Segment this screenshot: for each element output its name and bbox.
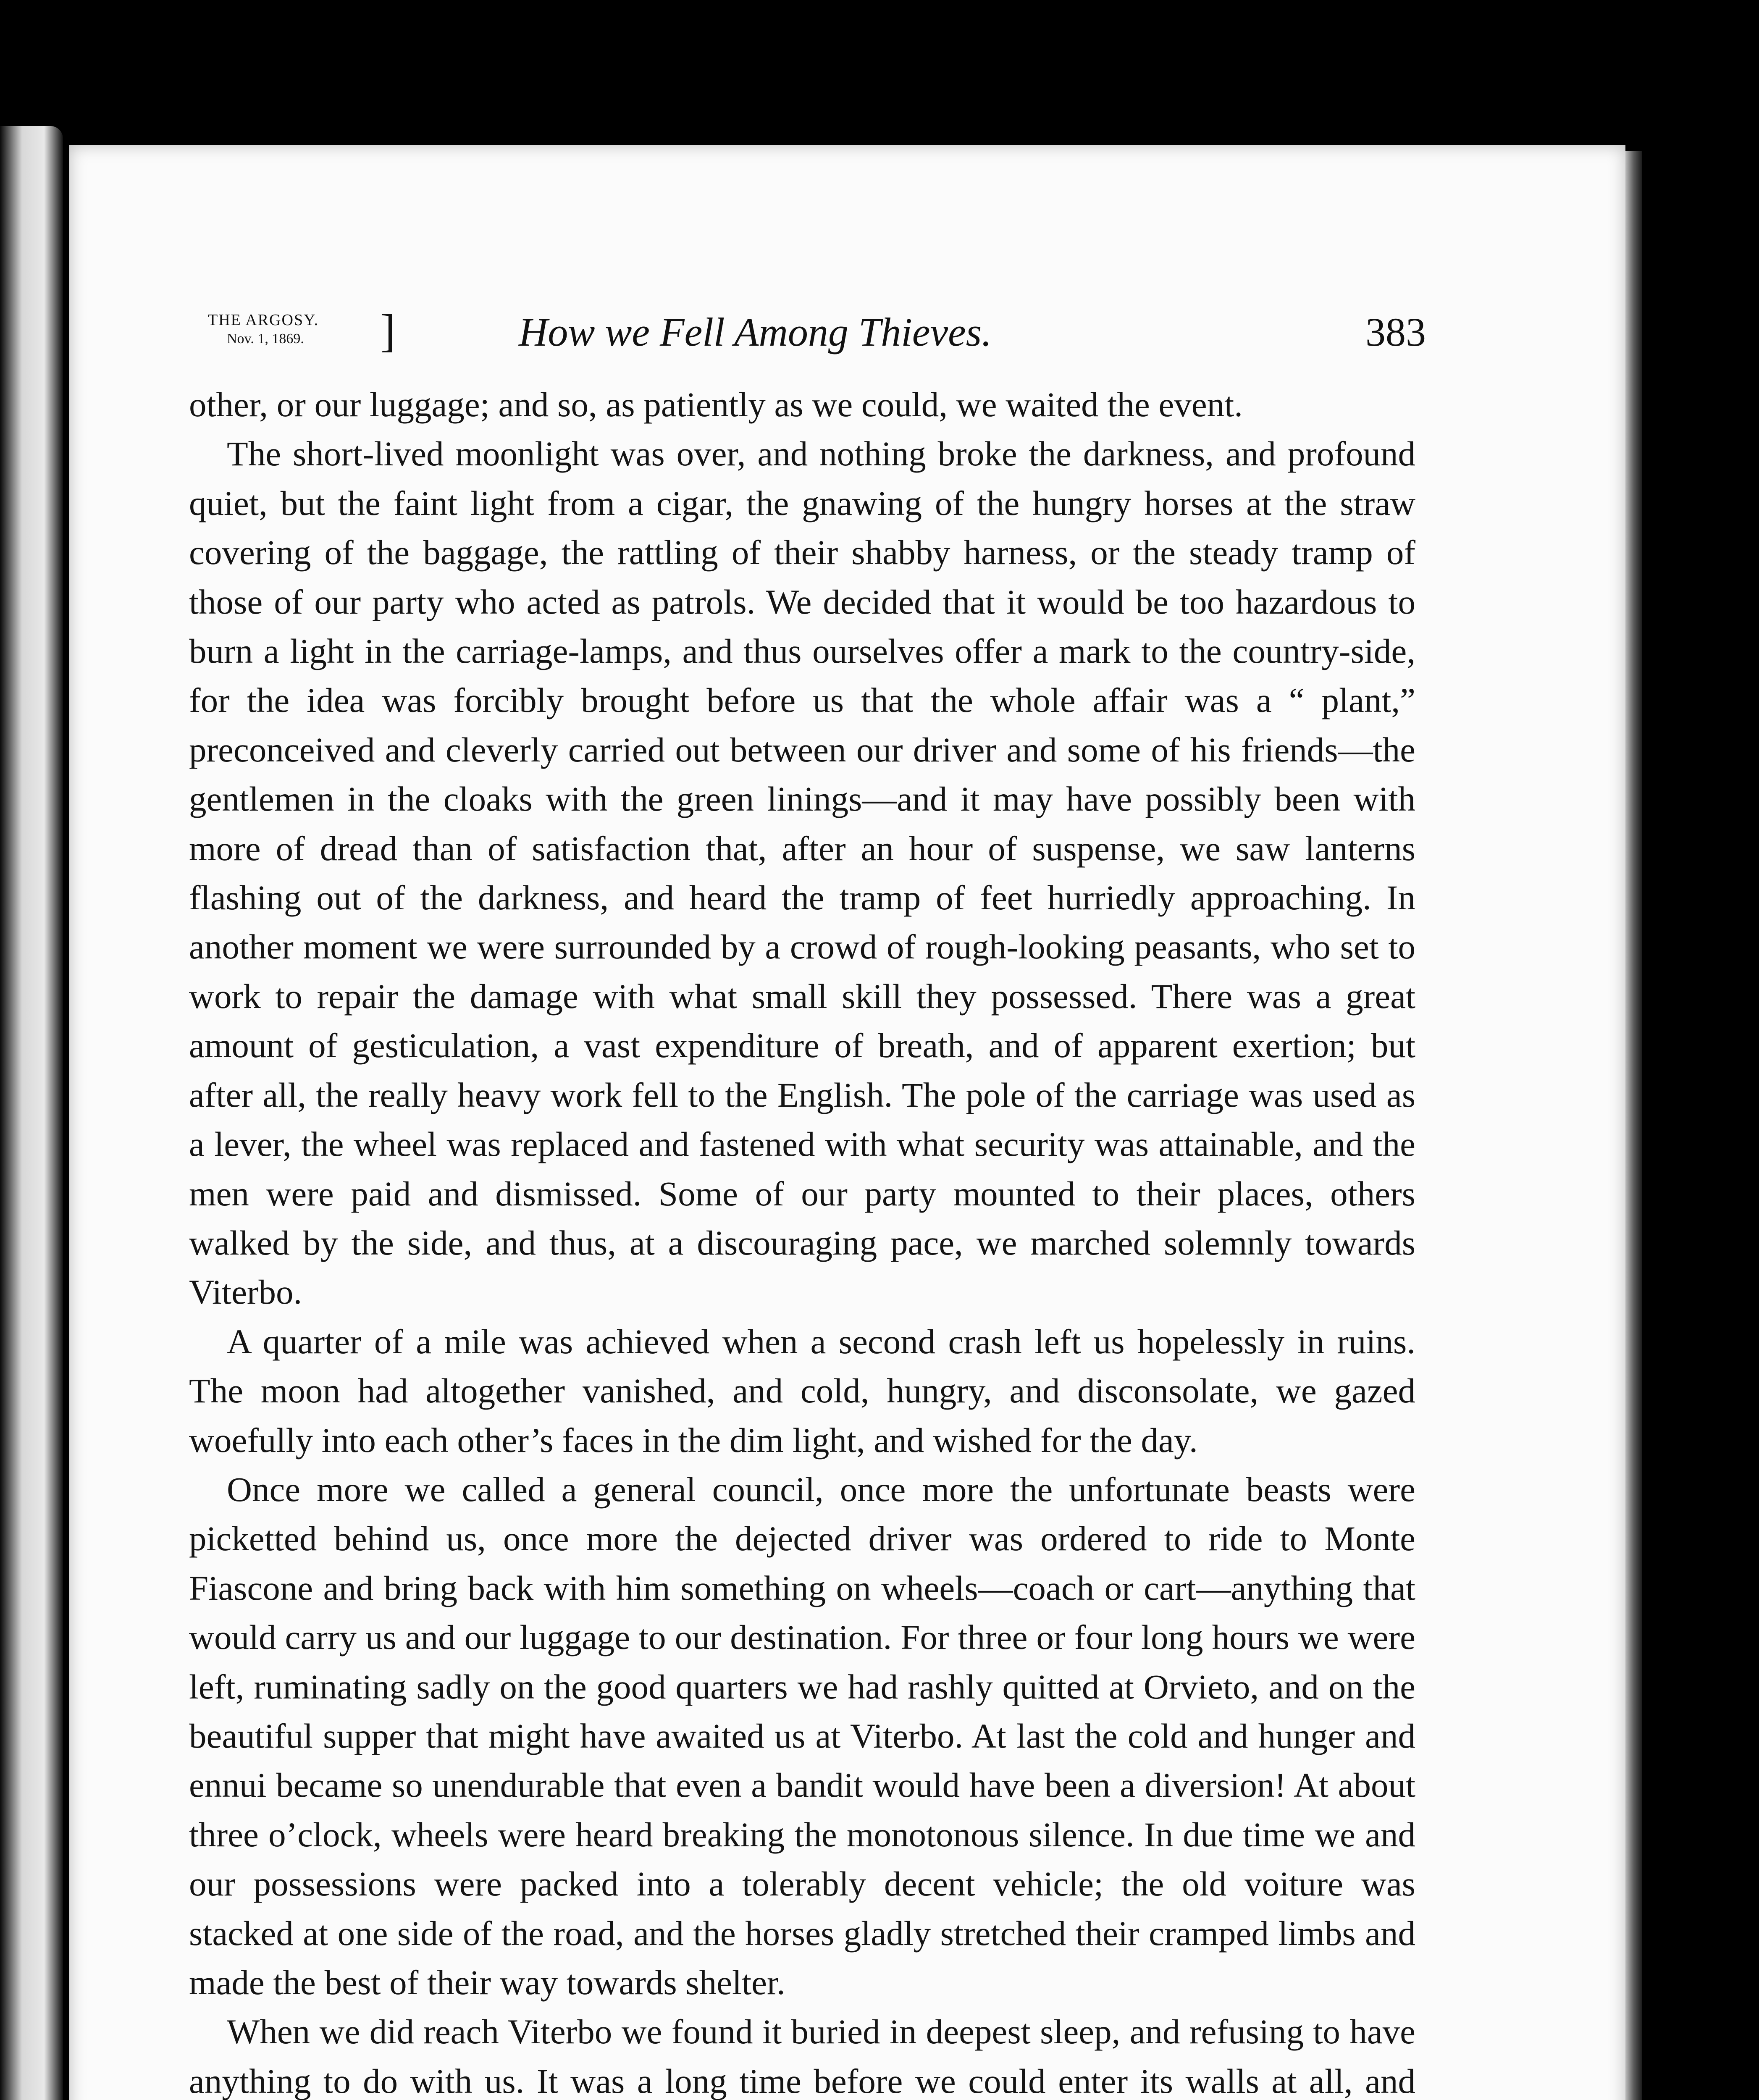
article-body: [189, 380, 1415, 2100]
journal-name: THE ARGOSY.: [208, 311, 319, 329]
running-header: [208, 305, 1426, 372]
paragraph-continued: other, or our luggage; and so, as patiently as we could, we waited the event.: [189, 385, 1243, 424]
page-number: 383: [1365, 310, 1426, 354]
paragraph: When we did reach Viterbo we found it buried in deepest sleep, and refusing to have anything to do with us. It was a long time before we could enter its walls at all, and: [189, 2012, 1415, 2100]
running-title: How we Fell Among Thieves.: [519, 310, 992, 354]
paragraph: The short-lived moonlight was over, and nothing broke the darkness, and profound quiet, but the faint light from a cigar, the gnawing of the hungry horses at the straw covering of the baggage, the rattling of their shabby harness, or the steady tramp of those of our party who acted as patrols. We decided that it would be too hazardous to burn a light in the carriage-lamps, and thus ourselves offer a mark to the country-side, for the idea was forcibly brought before us that the whole affair was a “ plant,” preconceived and cleverly carried out between our driver and some of his friends—the gentlemen in the cloaks with the green linings—and it may have possibly been with more of dread than of satisfaction that, after an hour of suspense, we saw lanterns flashing out of the darkness, and heard the tramp of feet hurriedly approaching. In another moment we were surrounded by a crowd of rough-looking peasants, who set to work to repair the damage with what small skill they possessed. There was a great amount of gesticulation, a vast expenditure of breath, and of apparent exertion; but after all, the really heavy work fell to the English. The pole of the carriage was used as a lever, the wheel was replaced and fastened with what security was attainable, and the men were paid and dismissed. Some of our party mounted to their places, others walked by the side, and thus, at a discouraging pace, we marched solemnly towards Viterbo.: [189, 434, 1415, 1312]
journal-citation: [208, 305, 401, 370]
facing-page-edge: [0, 126, 63, 2100]
page-edge-shadow: [1625, 151, 1642, 2100]
paragraph: Once more we called a general council, once more the unfortunate beasts were picketted behind us, once more the dejected driver was ordered to ride to Monte Fiascone and bring back with him something on wheels—coach or cart—anything that would carry us and our luggage to our destination. For three or four long hours we were left, ruminating sadly on the good quarters we had rashly quitted at Orvieto, and on the beautiful supper that might have awaited us at Viterbo. At last the cold and hunger and ennui became so unendurable that even a bandit would have been a diversion! At about three o’clock, wheels were heard breaking the monotonous silence. In due time we and our possessions were packed into a tolerably decent vehicle; the old voiture was stacked at one side of the road, and the horses gladly stretched their cramped limbs and made the best of their way towards shelter.: [189, 1470, 1415, 2002]
paragraph: A quarter of a mile was achieved when a second crash left us hopelessly in ruins. The moon had altogether vanished, and cold, hungry, and disconsolate, we gazed woefully into each other’s faces in the dim light, and wished for the day.: [189, 1322, 1415, 1460]
bracket-glyph: ]: [380, 305, 396, 356]
journal-date: Nov. 1, 1869.: [227, 331, 304, 346]
